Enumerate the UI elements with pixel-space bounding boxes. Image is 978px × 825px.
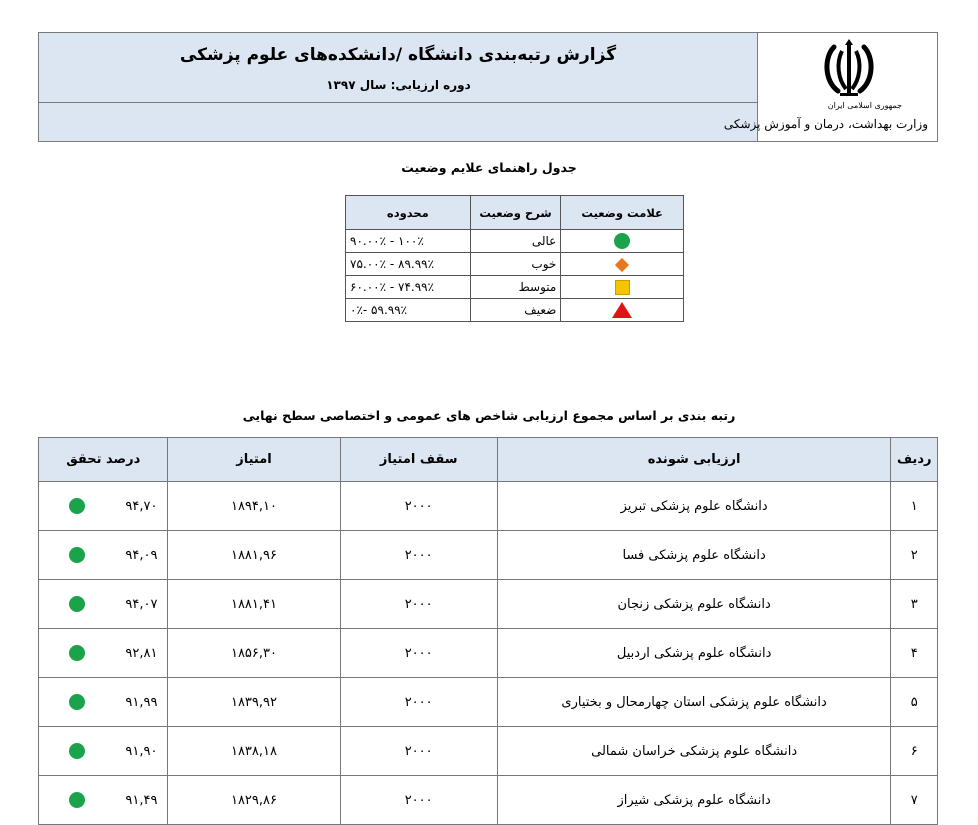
evaluation-period: دوره ارزیابی: سال ۱۳۹۷ <box>326 78 471 92</box>
table-row <box>39 776 938 825</box>
achievement-percent: ۹۴,۷۰ <box>125 498 158 514</box>
row-number: ۶ <box>891 727 938 776</box>
achievement-percent: ۹۴,۰۷ <box>125 596 158 612</box>
max-score: ۲۰۰۰ <box>340 482 497 531</box>
legend-range: ۷۴.۹۹٪ - ۶۰.۰۰٪ <box>346 276 471 299</box>
legend-desc: ضعیف <box>470 299 561 322</box>
achievement-cell <box>39 727 168 776</box>
report-title: گزارش رتبه‌بندی دانشگاه /دانشکده‌های علوم پزشکی <box>179 45 617 65</box>
legend-desc: خوب <box>470 253 561 276</box>
achievement-percent: ۹۱,۹۹ <box>125 694 158 710</box>
legend-range: ۸۹.۹۹٪ - ۷۵.۰۰٪ <box>346 253 471 276</box>
yellow-square-icon <box>615 280 630 295</box>
score: ۱۸۸۱,۹۶ <box>168 531 340 580</box>
university-name: دانشگاه علوم پزشکی زنجان <box>497 580 891 629</box>
score: ۱۸۳۸,۱۸ <box>168 727 340 776</box>
legend-header-desc: شرح وضعیت <box>470 196 561 230</box>
legend-row <box>346 299 684 322</box>
table-row <box>39 531 938 580</box>
report-header <box>38 32 938 142</box>
ranking-header-row <box>39 438 938 482</box>
legend-row <box>346 276 684 299</box>
university-name: دانشگاه علوم پزشکی تبریز <box>497 482 891 531</box>
legend-sign-cell <box>561 253 684 276</box>
table-row <box>39 678 938 727</box>
legend-range: ۵۹.۹۹٪ -۰٪ <box>346 299 471 322</box>
header-evaluatee: ارزیابی شونده <box>497 438 891 482</box>
achievement-cell <box>39 776 168 825</box>
green-circle-icon <box>69 645 85 661</box>
row-number: ۷ <box>891 776 938 825</box>
logo-ministry-name: وزارت بهداشت، درمان و آموزش پزشکی <box>723 117 928 131</box>
legend-header-range: محدوده <box>346 196 471 230</box>
header-achievement-percent: درصد تحقق <box>39 438 168 482</box>
header-score: امتیاز <box>168 438 340 482</box>
header-title-cell <box>39 33 758 103</box>
achievement-percent: ۹۴,۰۹ <box>125 547 158 563</box>
legend-header-sign: علامت وضعیت <box>561 196 684 230</box>
logo-subtitle: جمهوری اسلامی ایران <box>827 101 902 110</box>
score: ۱۸۳۹,۹۲ <box>168 678 340 727</box>
legend-sign-cell <box>561 299 684 322</box>
row-number: ۳ <box>891 580 938 629</box>
ministry-logo <box>723 33 938 141</box>
ranking-table <box>38 437 938 825</box>
table-row <box>39 629 938 678</box>
header-max-score: سقف امتیاز <box>340 438 497 482</box>
achievement-percent: ۹۱,۹۰ <box>125 743 158 759</box>
green-circle-icon <box>69 498 85 514</box>
university-name: دانشگاه علوم پزشکی شیراز <box>497 776 891 825</box>
legend-header-row <box>346 196 684 230</box>
max-score: ۲۰۰۰ <box>340 776 497 825</box>
iran-emblem-icon <box>820 39 878 99</box>
max-score: ۲۰۰۰ <box>340 678 497 727</box>
table-row <box>39 580 938 629</box>
red-triangle-icon <box>612 302 632 318</box>
legend-sign-cell <box>561 276 684 299</box>
legend-desc: عالی <box>470 230 561 253</box>
score: ۱۸۵۶,۳۰ <box>168 629 340 678</box>
score: ۱۸۹۴,۱۰ <box>168 482 340 531</box>
legend-sign-cell <box>561 230 684 253</box>
header-row-number: ردیف <box>891 438 938 482</box>
achievement-cell <box>39 482 168 531</box>
university-name: دانشگاه علوم پزشکی اردبیل <box>497 629 891 678</box>
table-row <box>39 482 938 531</box>
achievement-cell <box>39 629 168 678</box>
row-number: ۴ <box>891 629 938 678</box>
achievement-percent: ۹۱,۴۹ <box>125 792 158 808</box>
score: ۱۸۲۹,۸۶ <box>168 776 340 825</box>
green-circle-icon <box>69 596 85 612</box>
max-score: ۲۰۰۰ <box>340 531 497 580</box>
green-circle-icon <box>69 792 85 808</box>
header-empty-row <box>39 103 758 141</box>
legend-desc: متوسط <box>470 276 561 299</box>
achievement-cell <box>39 531 168 580</box>
ranking-title: رتبه بندی بر اساس مجموع ارزیابی شاخص های عمومی و اختصاصی سطح نهایی <box>242 408 736 423</box>
max-score: ۲۰۰۰ <box>340 580 497 629</box>
orange-diamond-icon <box>615 257 629 271</box>
legend-range: ۱۰۰٪ - ۹۰.۰۰٪ <box>346 230 471 253</box>
legend-row <box>346 230 684 253</box>
max-score: ۲۰۰۰ <box>340 727 497 776</box>
achievement-cell <box>39 580 168 629</box>
status-legend-table <box>345 195 684 322</box>
row-number: ۲ <box>891 531 938 580</box>
green-circle-icon <box>69 694 85 710</box>
green-circle-icon <box>69 743 85 759</box>
green-circle-icon <box>614 233 630 249</box>
max-score: ۲۰۰۰ <box>340 629 497 678</box>
university-name: دانشگاه علوم پزشکی خراسان شمالی <box>497 727 891 776</box>
row-number: ۵ <box>891 678 938 727</box>
achievement-percent: ۹۲,۸۱ <box>125 645 158 661</box>
table-row <box>39 727 938 776</box>
legend-row <box>346 253 684 276</box>
score: ۱۸۸۱,۴۱ <box>168 580 340 629</box>
achievement-cell <box>39 678 168 727</box>
university-name: دانشگاه علوم پزشکی استان چهارمحال و بختیاری <box>497 678 891 727</box>
university-name: دانشگاه علوم پزشکی فسا <box>497 531 891 580</box>
row-number: ۱ <box>891 482 938 531</box>
legend-title: جدول راهنمای علایم وضعیت <box>401 160 577 175</box>
green-circle-icon <box>69 547 85 563</box>
